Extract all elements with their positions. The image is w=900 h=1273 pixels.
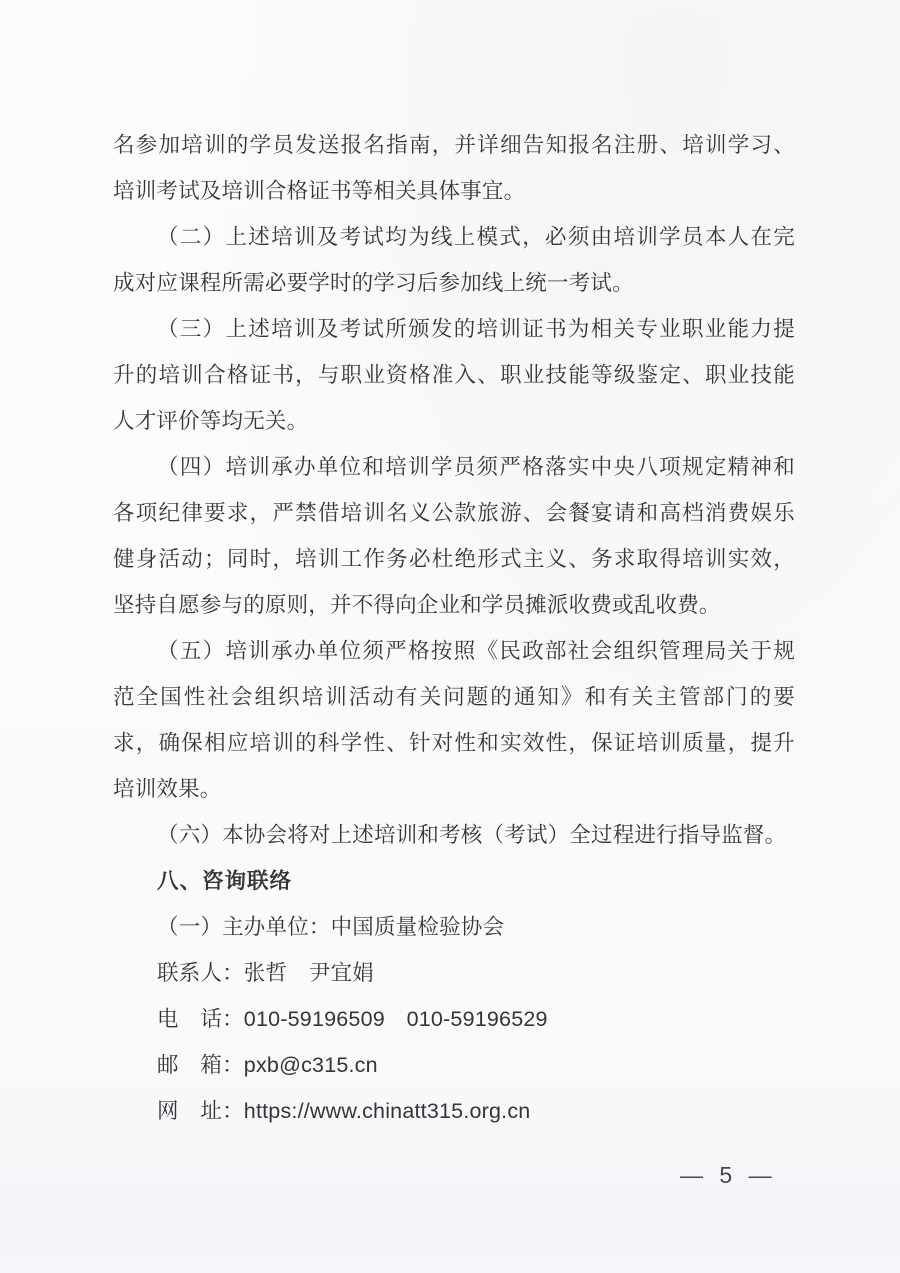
para-4-line-4: 坚持自愿参与的原则，并不得向企业和学员摊派收费或乱收费。 <box>113 593 721 617</box>
para-5-line-2: 范全国性社会组织培训活动有关问题的通知》和有关主管部门的要 <box>113 685 795 709</box>
para-6-line-1: （六）本协会将对上述培训和考核（考试）全过程进行指导监督。 <box>157 823 787 847</box>
para-5-line-3: 求，确保相应培训的科学性、针对性和实效性，保证培训质量，提升 <box>113 731 795 755</box>
para-3-line-3: 人才评价等均无关。 <box>113 409 309 433</box>
document-body <box>113 122 795 1134</box>
email-line: 邮 箱：pxb@c315.cn <box>157 1053 378 1077</box>
phone-line: 电 话：010-59196509 010-59196529 <box>157 1007 548 1031</box>
para-1-continuation-line-1: 名参加培训的学员发送报名指南，并详细告知报名注册、培训学习、 <box>113 133 795 157</box>
contact-person-line: 联系人：张哲 尹宜娟 <box>157 961 375 985</box>
organizer-line: （一）主办单位：中国质量检验协会 <box>157 915 505 939</box>
para-4-line-2: 各项纪律要求，严禁借培训名义公款旅游、会餐宴请和高档消费娱乐 <box>113 501 795 525</box>
para-1-continuation-line-2: 培训考试及培训合格证书等相关具体事宜。 <box>113 179 526 203</box>
para-2-line-2: 成对应课程所需必要学时的学习后参加线上统一考试。 <box>113 271 634 295</box>
section-8-heading: 八、咨询联络 <box>157 869 293 893</box>
para-2-line-1: （二）上述培训及考试均为线上模式，必须由培训学员本人在完 <box>157 225 795 249</box>
para-5-line-1: （五）培训承办单位须严格按照《民政部社会组织管理局关于规 <box>157 639 795 663</box>
para-4-line-1: （四）培训承办单位和培训学员须严格落实中央八项规定精神和 <box>157 455 795 479</box>
para-5-line-4: 培训效果。 <box>113 777 222 801</box>
website-line: 网 址：https://www.chinatt315.org.cn <box>157 1099 531 1123</box>
para-3-line-1: （三）上述培训及考试所颁发的培训证书为相关专业职业能力提 <box>157 317 795 341</box>
para-3-line-2: 升的培训合格证书，与职业资格准入、职业技能等级鉴定、职业技能 <box>113 363 795 387</box>
page-number: — 5 — <box>680 1162 777 1188</box>
para-4-line-3: 健身活动；同时，培训工作务必杜绝形式主义、务求取得培训实效， <box>113 547 795 571</box>
